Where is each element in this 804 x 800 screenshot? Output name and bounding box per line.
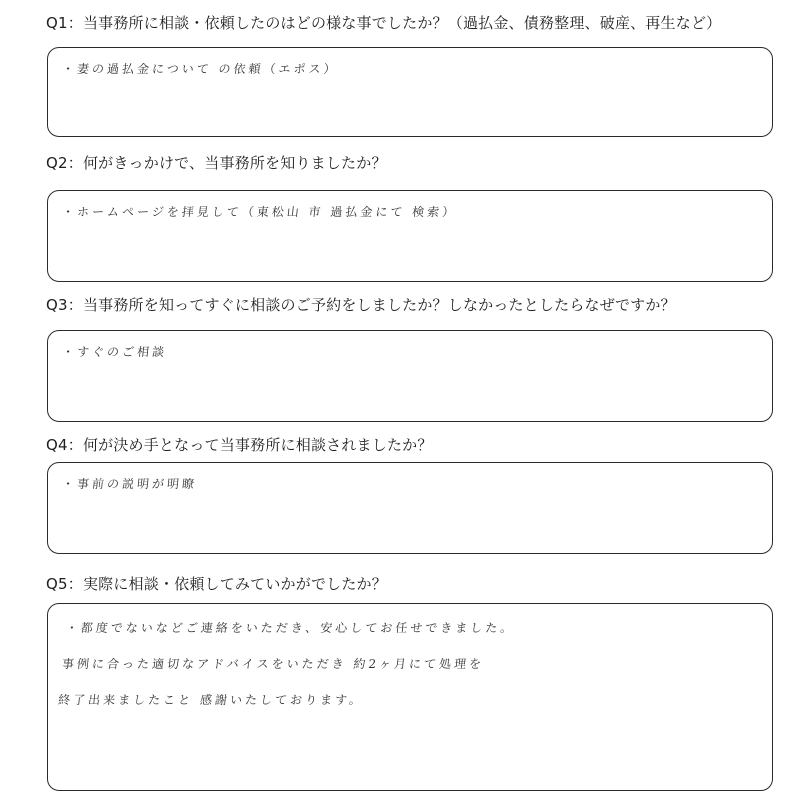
- answer-4-line-1: ・事前の説明が明瞭: [61, 477, 198, 491]
- answer-3-text: [60, 337, 759, 367]
- question-2-label: Q2：何がきっかけで、当事務所を知りましたか？: [46, 154, 387, 172]
- answer-4-box: [47, 462, 773, 554]
- question-5-label: Q5：実際に相談・依頼してみていかがでしたか？: [46, 575, 387, 593]
- answer-1-line-1: ・妻の過払金について の依頼（エポス）: [61, 62, 340, 76]
- answer-1-text: [60, 54, 759, 84]
- question-3-label: Q3：当事務所を知ってすぐに相談のご予約をしましたか？しなかったとしたらなぜですか？: [46, 296, 676, 314]
- answer-2-box: [47, 190, 773, 282]
- question-4-label: Q4：何が決め手となって当事務所に相談されましたか？: [46, 436, 433, 454]
- answer-3-line-1: ・すぐのご相談: [61, 345, 168, 359]
- answer-5-text: [56, 610, 763, 718]
- answer-1-box: [47, 47, 773, 137]
- answer-5-box: [47, 603, 773, 791]
- answer-5-line-3: 終了出来ましたこと 感謝いたしております。: [57, 693, 365, 707]
- answer-5-line-2: 事例に合った適切なアドバイスをいただき 約2ヶ月にて処理を: [61, 657, 485, 671]
- answer-3-box: [47, 330, 773, 422]
- answer-2-line-1: ・ホームページを拝見して（東松山 市 過払金にて 検索）: [61, 205, 458, 219]
- answer-2-text: [60, 197, 759, 227]
- answer-4-text: [60, 469, 759, 499]
- question-1-label: Q1：当事務所に相談・依頼したのはどの様な事でしたか？（過払金、債務整理、破産、再生など）: [46, 14, 722, 32]
- answer-5-line-1: ・都度でないなどご連絡をいただき、安心してお任せできました。: [65, 621, 517, 635]
